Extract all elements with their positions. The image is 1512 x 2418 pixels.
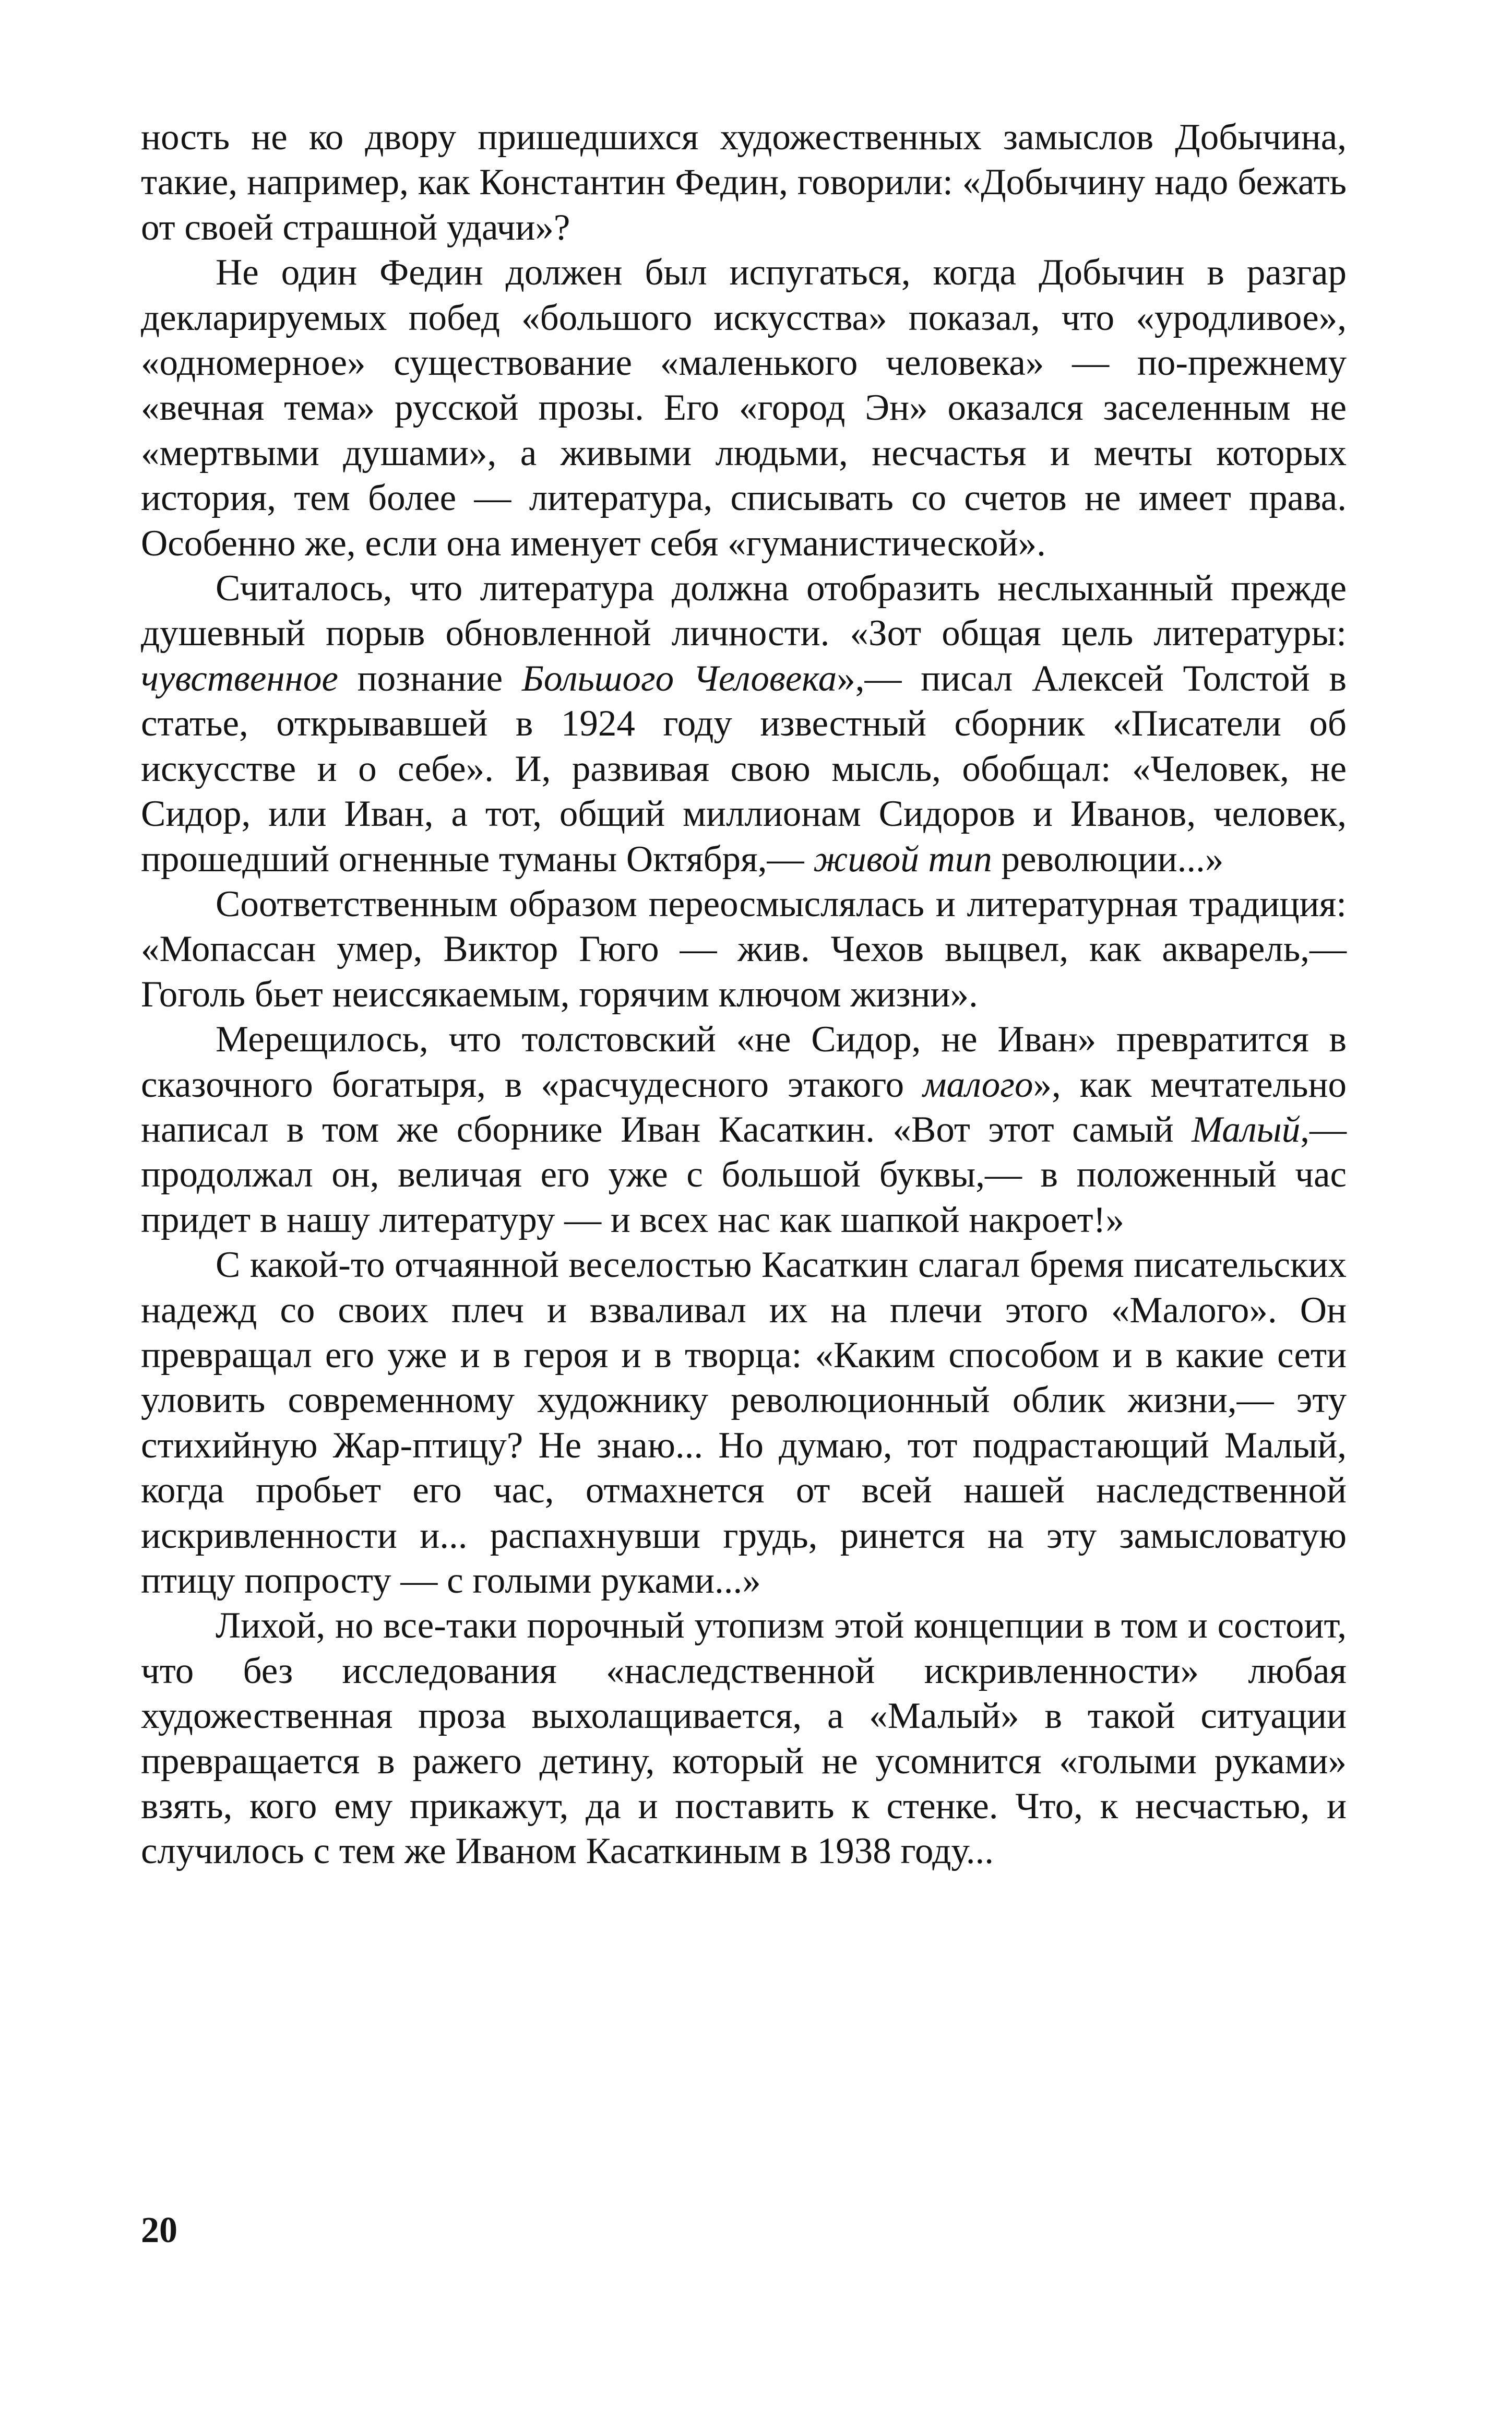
paragraph-text: », как мечтательно написал в том же сборнике Иван Касаткин. «Вот этот самый	[141, 1064, 1347, 1150]
italic-emphasis: чувственное	[141, 658, 338, 699]
italic-emphasis: живой тип	[813, 838, 992, 880]
paragraph-text: революции...»	[992, 838, 1224, 880]
italic-emphasis: Малый	[1192, 1109, 1301, 1150]
paragraph	[141, 250, 1347, 566]
paragraph	[141, 1242, 1347, 1603]
paragraph	[141, 1603, 1347, 1874]
paragraph-text: Соответственным образом переосмыслялась и литературная традиция: «Мопассан умер, Виктор Гюго — жив. Чехов выцвел, как акварель,— Гоголь бьет неиссякаемым, горячим ключом жизни».	[141, 883, 1347, 1015]
paragraph-text: ,— продолжал он, величая его уже с большой буквы,— в положенный час придет в нашу литературу — и всех нас как шапкой накроет!»	[141, 1109, 1347, 1240]
page-text	[141, 115, 1347, 1874]
paragraph-text: Не один Федин должен был испугаться, когда Добычин в разгар декларируемых побед «большого искусства» показал, что «уродливое», «одномерное» существование «маленького человека» — по-прежнему «вечная тема» русской прозы. Его «город Эн» оказался заселенным не «мертвыми душами», а живыми людьми, несчастья и мечты которых история, тем более — литература, списывать со счетов не имеет права. Особенно же, если она именует себя «гуманистической».	[141, 252, 1347, 564]
paragraph	[141, 882, 1347, 1017]
paragraph-text: »,— писал Алексей Толстой в статье, открывавшей в 1924 году известный сборник «Писатели об искусстве и о себе». И, развивая свою мысль, обобщал: «Человек, не Сидор, или Иван, а тот, общий миллионам Сидоров и Иванов, человек, прошедший огненные туманы Октября,—	[141, 658, 1347, 880]
paragraph-text: познание	[338, 658, 522, 699]
paragraph	[141, 1017, 1347, 1242]
paragraph-text: ность не ко двору пришедшихся художественных замыслов Добычина, такие, например, как Константин Федин, говорили: «Добычину надо бежать от своей страшной удачи»?	[141, 117, 1347, 248]
paragraph-text: Мерещилось, что толстовский «не Сидор, не Иван» превратится в сказочного богатыря, в «расчудесного этакого	[141, 1019, 1347, 1105]
paragraph	[141, 115, 1347, 250]
paragraph-text: Считалось, что литература должна отобразить неслыханный прежде душевный порыв обновленной личности. «Зот общая цель литературы:	[141, 568, 1347, 654]
paragraph-text: С какой-то отчаянной веселостью Касаткин слагал бремя писательских надежд со своих плеч и взваливал их на плечи этого «Малого». Он превращал его уже и в героя и в творца: «Каким способом и в какие сети уловить современному художнику революционный облик жизни,— эту стихийную Жар-птицу? Не знаю... Но думаю, тот подрастающий Малый, когда пробьет его час, отмахнется от всей нашей наследственной искривленности и... распахнувши грудь, ринется на эту замысловатую птицу попросту — с голыми руками...»	[141, 1244, 1347, 1601]
page-number: 20	[141, 2210, 177, 2250]
italic-emphasis: Большого Человека	[521, 658, 837, 699]
italic-emphasis: малого	[923, 1064, 1033, 1105]
paragraph-text: Лихой, но все-таки порочный утопизм этой концепции в том и состоит, что без исследования «наследственной искривленности» любая художественная проза выхолащивается, а «Малый» в такой ситуации превращается в ражего детину, который не усомнится «голыми руками» взять, кого ему прикажут, да и поставить к стенке. Что, к несчастью, и случилось с тем же Иваном Касаткиным в 1938 году...	[141, 1605, 1347, 1872]
paragraph	[141, 566, 1347, 882]
